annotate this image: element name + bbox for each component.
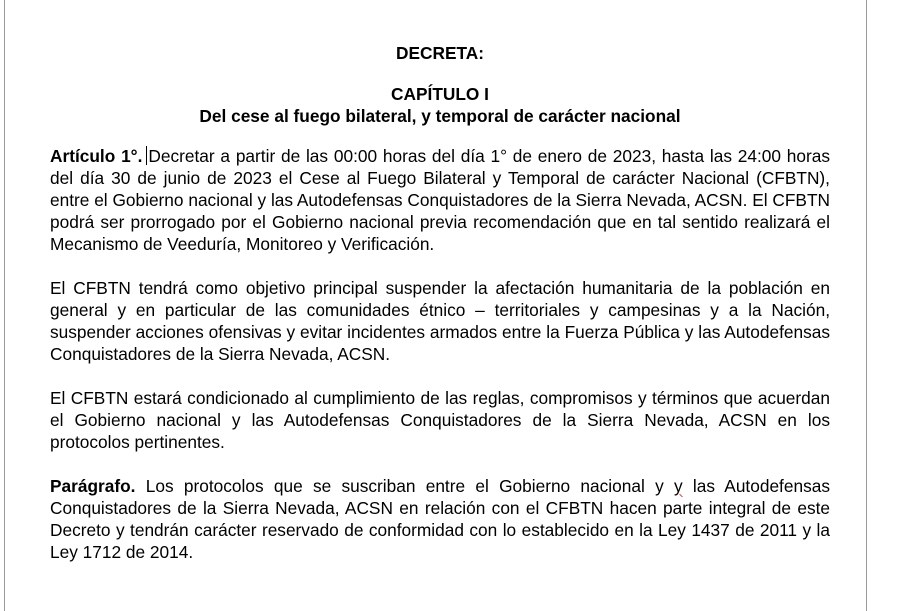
conditions-paragraph[interactable]: El CFBTN estará condicionado al cumplimiento de las reglas, compromisos y términos que acuerdan el Gobierno nacional y las Autodefensas Conquistadores de la Sierra Nevada, ACSN en los protocolos pertinentes. bbox=[50, 388, 830, 452]
paragrafo-text-before: Los protocolos que se suscriban entre el Gobierno nacional y bbox=[145, 476, 674, 496]
chapter-subtitle: Del cese al fuego bilateral, y temporal de carácter nacional bbox=[199, 106, 681, 126]
chapter-title: CAPÍTULO I bbox=[391, 84, 489, 104]
decree-heading: DECRETA: bbox=[395, 43, 484, 63]
document-body[interactable] bbox=[50, 42, 830, 585]
article-1-label: Artículo 1°. bbox=[50, 146, 143, 166]
page-right-edge bbox=[866, 0, 867, 611]
page-left-edge bbox=[4, 0, 5, 611]
article-1-text: Decretar a partir de las 00:00 horas del día 1° de enero de 2023, hasta las 24:00 horas del día 30 de junio de 2023 el Cese al Fuego Bilateral y Temporal de carácter Nacional (CFBTN), entre el Gobierno nacional y las Autodefensas Conquistadores de la Sierra Nevada, ACSN. El CFBTN podrá ser prorrogado por el Gobierno nacional previa recomendación que en tal sentido realizará el Mecanismo de Veeduría, Monitoreo y Verificación. bbox=[50, 146, 830, 254]
paragrafo-text-after: las Autodefensas Conquistadores de la Sierra Nevada, ACSN en relación con el CFBTN hacen parte integral de este Decreto y tendrán carácter reservado de conformidad con lo establecido en la Ley 1437 de 2011 y la Ley 1712 de 2014. bbox=[50, 476, 830, 562]
paragrafo-paragraph[interactable] bbox=[50, 475, 830, 563]
article-1-paragraph[interactable] bbox=[50, 145, 830, 255]
objective-paragraph[interactable]: El CFBTN tendrá como objetivo principal suspender la afectación humanitaria de la población en general y en particular de las comunidades étnico – territoriales y campesinas y a la Nación, suspender acciones ofensivas y evitar incidentes armados entre la Fuerza Pública y las Autodefensas Conquistadores de la Sierra Nevada, ACSN. bbox=[50, 278, 830, 364]
spellcheck-flagged-word[interactable]: y bbox=[673, 476, 683, 496]
paragrafo-label: Parágrafo. bbox=[50, 476, 136, 496]
